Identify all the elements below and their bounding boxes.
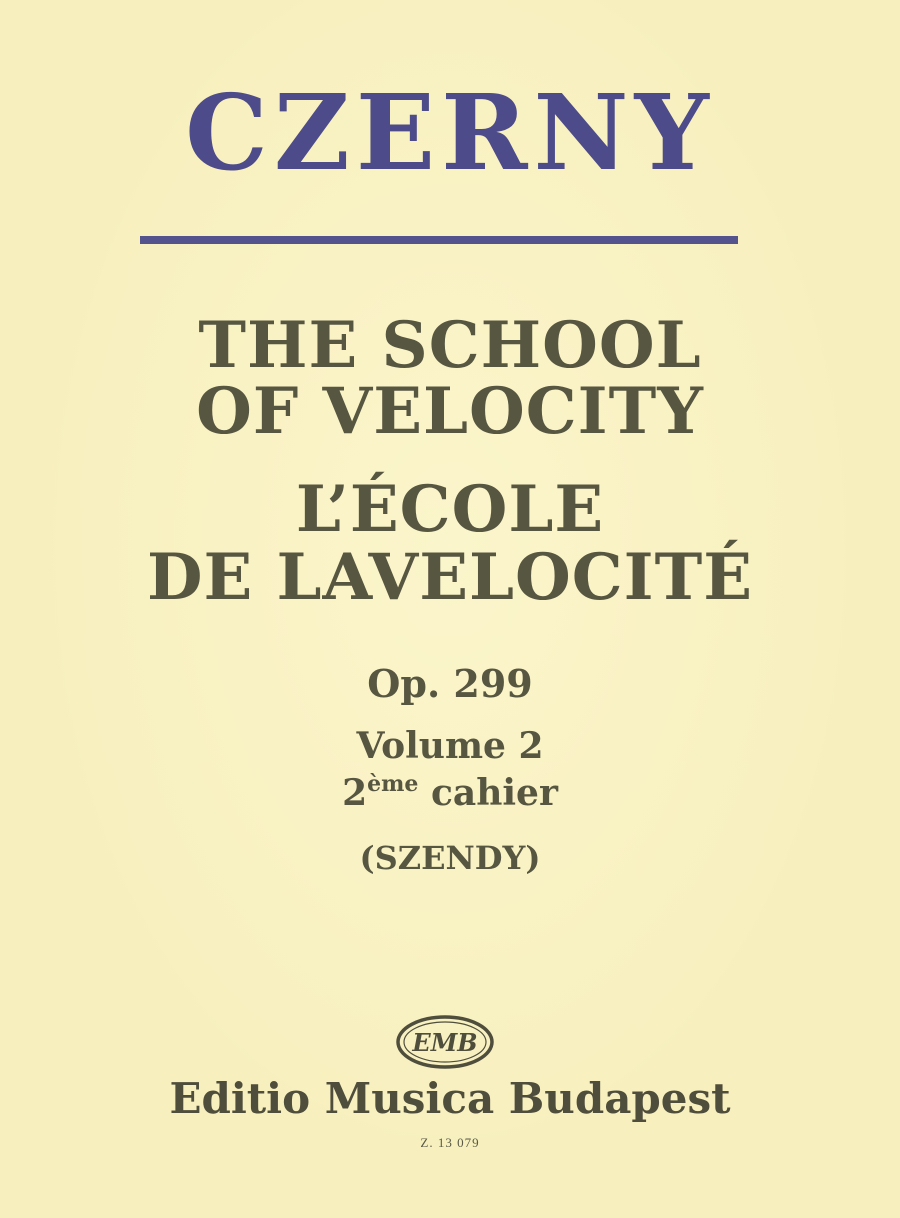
catalog-number: Z. 13 079 (420, 1135, 480, 1150)
opus-number: Op. 299 (367, 661, 533, 706)
emb-logo-icon (395, 1014, 495, 1070)
composer-name: CZERNY (185, 71, 715, 194)
cahier-number: 2 (342, 772, 368, 814)
cahier-word: cahier (418, 772, 558, 814)
title-french-line-2: DE LAVELOCITÉ (146, 540, 754, 615)
cahier-superscript: ème (367, 771, 419, 797)
publisher-name: Editio Musica Budapest (169, 1074, 731, 1123)
title-english-line-2: OF VELOCITY (196, 374, 704, 449)
volume-label: Volume 2 (356, 725, 544, 767)
divider-rule (140, 236, 738, 244)
emb-logo-text: EMB (412, 1028, 478, 1057)
cahier-label (0, 764, 900, 813)
editor-name: (SZENDY) (359, 839, 541, 877)
title-french-line-1: L’ÉCOLE (295, 472, 605, 547)
title-english-line-1: THE SCHOOL (198, 308, 702, 383)
